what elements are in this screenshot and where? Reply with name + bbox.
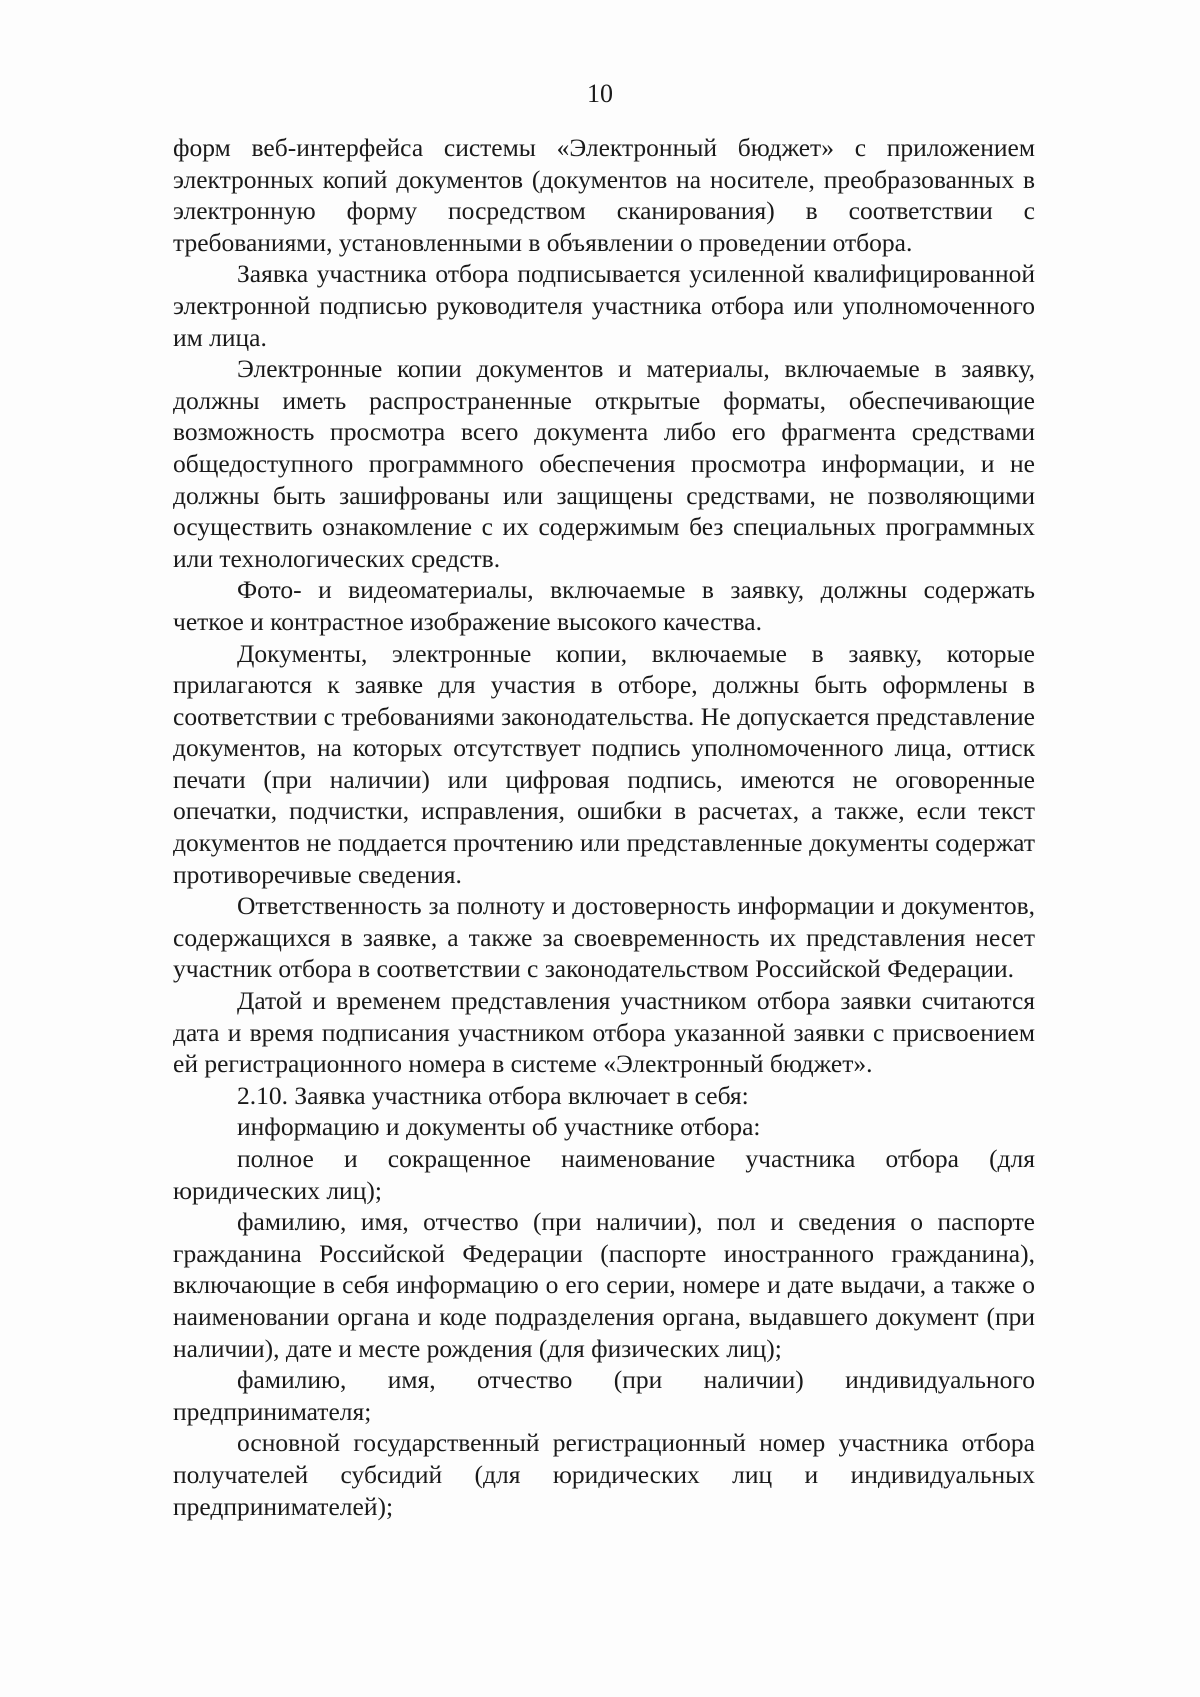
paragraph-electronic-copies: Электронные копии документов и материалы, включаемые в заявку, должны иметь распространенные открытые форматы, обеспечивающие возможность просмотра всего документа либо его фрагмента средствами общедоступного программного обеспечения просмотра информации, и не должны быть зашифрованы или защищены средствами, не позволяющими осуществить ознакомление с их содержимым без специальных программных или технологических средств. bbox=[173, 354, 1035, 573]
paragraph-signature: Заявка участника отбора подписывается усиленной квалифицированной электронной подписью руководителя участника отбора или уполномоченного им лица. bbox=[173, 259, 1035, 352]
document-body bbox=[173, 132, 1035, 1522]
paragraph-documents-requirements: Документы, электронные копии, включаемые в заявку, которые прилагаются к заявке для участия в отборе, должны быть оформлены в соответствии с требованиями законодательства. Не допускается представление документов, на которых отсутствует подпись уполномоченного лица, оттиск печати (при наличии) или цифровая подпись, имеются не оговоренные опечатки, подчистки, исправления, ошибки в расчетах, а также, если текст документов не поддается прочтению или представленные документы содержат противоречивые сведения. bbox=[173, 638, 1035, 889]
paragraph-photo-video: Фото- и видеоматериалы, включаемые в заявку, должны содержать четкое и контрастное изображение высокого качества. bbox=[173, 575, 1035, 636]
paragraph-passport-details: фамилию, имя, отчество (при наличии), пол и сведения о паспорте гражданина Российской Федерации (паспорте иностранного гражданина), включающие в себя информацию о его серии, номере и дате выдачи, а также о наименовании органа и коде подразделения органа, выдавшего документ (при наличии), дате и месте рождения (для физических лиц); bbox=[173, 1207, 1035, 1363]
paragraph-section-2-10: 2.10. Заявка участника отбора включает в себя: bbox=[237, 1080, 749, 1110]
paragraph-entrepreneur-name: фамилию, имя, отчество (при наличии) индивидуального предпринимателя; bbox=[173, 1365, 1035, 1426]
paragraph-registration-number: основной государственный регистрационный номер участника отбора получателей субсидий (для юридических лиц и индивидуальных предпринимателей); bbox=[173, 1428, 1035, 1521]
paragraph-continuation: форм веб-интерфейса системы «Электронный бюджет» с приложением электронных копий документов (документов на носителе, преобразованных в электронную форму посредством сканирования) в соответствии с требованиями, установленными в объявлении о проведении отбора. bbox=[173, 133, 1035, 257]
paragraph-submission-date: Датой и временем представления участником отбора заявки считаются дата и время подписания участником отбора указанной заявки с присвоением ей регистрационного номера в системе «Электронный бюджет». bbox=[173, 986, 1035, 1079]
paragraph-participant-info: информацию и документы об участнике отбора: bbox=[237, 1112, 761, 1142]
page-number: 10 bbox=[587, 79, 613, 108]
paragraph-full-name: полное и сокращенное наименование участника отбора (для юридических лиц); bbox=[173, 1144, 1035, 1205]
paragraph-responsibility: Ответственность за полноту и достоверность информации и документов, содержащихся в заявке, а также за своевременность их представления несет участник отбора в соответствии с законодательством Российской Федерации. bbox=[173, 891, 1035, 984]
